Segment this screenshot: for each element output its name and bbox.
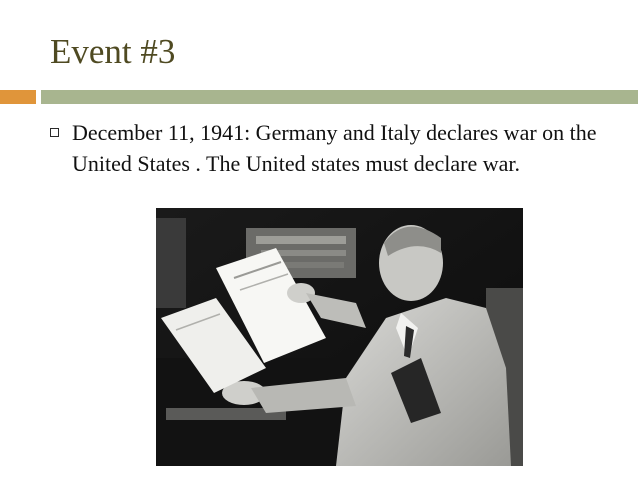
bullet-square-icon [50, 128, 59, 137]
slide-title: Event #3 [50, 32, 176, 71]
photo-illustration [156, 208, 523, 466]
accent-bar-green [41, 90, 638, 104]
bullet-text: December 11, 1941: Germany and Italy declares war on the United States . The United states must declare war. [72, 120, 597, 176]
accent-bar-orange [0, 90, 36, 104]
historical-photo [156, 208, 523, 466]
